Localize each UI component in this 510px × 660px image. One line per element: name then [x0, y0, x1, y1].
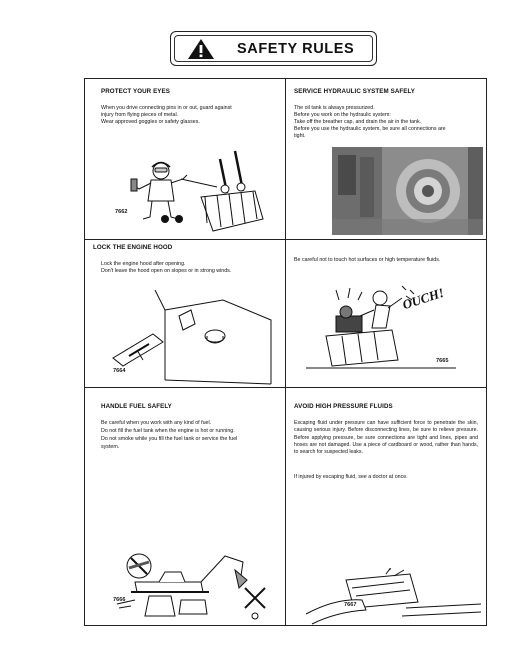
- panel-fuel-safety: [85, 388, 285, 625]
- breather-cap-photo: [332, 147, 483, 235]
- panel-text-line: Take off the breather cap, and drain the air in the tank.: [294, 119, 422, 125]
- panel-protect-eyes: [85, 79, 285, 239]
- panel-title: SERVICE HYDRAULIC SYSTEM SAFELY: [294, 88, 416, 95]
- panel-text-line: tight.: [294, 133, 306, 139]
- panel-text-line: If injured by escaping fluid, see a doctor at once.: [294, 474, 408, 480]
- figure-number: 7666: [113, 597, 126, 603]
- hot-engine-illustration: [306, 276, 484, 372]
- panel-engine-hood: [85, 240, 285, 387]
- safety-rules-banner: [170, 31, 377, 66]
- panel-hydraulic-system: [286, 79, 486, 239]
- banner-inner-frame: [174, 35, 373, 62]
- panel-title: AVOID HIGH PRESSURE FLUIDS: [294, 403, 393, 410]
- panel-hot-surfaces: [286, 240, 486, 387]
- panel-text-line: The oil tank is always pressurized.: [294, 105, 375, 111]
- panel-text-line: Be careful when you work with any kind of fuel.: [101, 420, 212, 426]
- figure-number: 7665: [436, 358, 449, 364]
- leak-check-cardboard-illustration: [306, 568, 481, 625]
- panel-text-line: When you drive connecting pins in or out, guard against: [101, 105, 232, 111]
- panel-title: LOCK THE ENGINE HOOD: [93, 244, 173, 251]
- panel-text-line: Before you use the hydraulic system, be sure all connections are: [294, 126, 446, 132]
- panel-text-line: Wear approved goggles or safety glasses.: [101, 119, 200, 125]
- panel-text-line: Before you work on the hydraulic system:: [294, 112, 391, 118]
- panel-text-line: Do not smoke while you fill the fuel tank or service the fuel: [101, 436, 238, 442]
- panel-text-line: injury from flying pieces of metal.: [101, 112, 179, 118]
- panel-title: HANDLE FUEL SAFELY: [101, 403, 172, 410]
- figure-number: 7662: [115, 209, 128, 215]
- safety-rules-grid: [84, 78, 487, 626]
- panel-text-line: Lock the engine hood after opening.: [101, 261, 186, 267]
- panel-high-pressure-fluids: [286, 388, 486, 625]
- figure-number: 7667: [344, 602, 357, 608]
- worker-goggles-illustration: [105, 139, 275, 237]
- fuel-handling-illustration: [105, 548, 283, 622]
- panel-paragraph: Escaping fluid under pressure can have sufficient force to penetrate the skin, causing serious injury. Before disconnecting lines, be sure to relieve pressure. Before applying pressure, be sure connections are tight and lines, pipes and hoses are not damaged. Use a piece of cardboard or wood, rather than hands, to search for suspected leaks.: [294, 420, 478, 456]
- breather-cap-photo-image: [332, 147, 483, 235]
- warning-triangle-icon: [187, 38, 215, 60]
- panel-text-line: Be careful not to touch hot surfaces or high temperature fluids.: [294, 257, 441, 263]
- ouch-callout: OUCH!: [400, 284, 446, 313]
- panel-text-line: Do not fill the fuel tank when the engine is hot or running.: [101, 428, 235, 434]
- figure-number: 7664: [113, 368, 126, 374]
- panel-text-line: Don't leave the hood open on slopes or in strong winds.: [101, 268, 232, 274]
- panel-text-line: system.: [101, 444, 120, 450]
- page-title: SAFETY RULES: [237, 40, 355, 57]
- panel-title: PROTECT YOUR EYES: [101, 88, 170, 95]
